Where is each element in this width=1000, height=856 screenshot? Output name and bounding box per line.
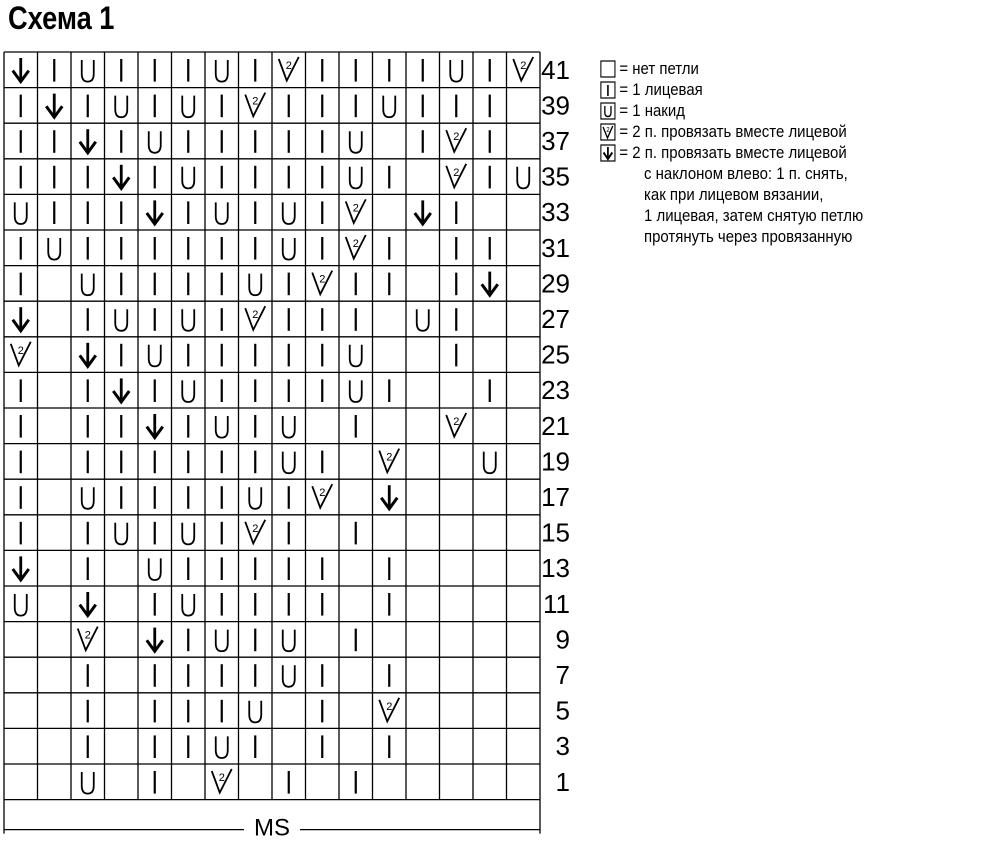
footer-label: MS bbox=[254, 814, 290, 842]
cell-k2tog bbox=[379, 449, 399, 473]
yarn-over-icon bbox=[600, 102, 616, 120]
cell-yarn-over bbox=[216, 630, 228, 652]
svg-text:2: 2 bbox=[352, 202, 359, 215]
cell-k2tog bbox=[312, 484, 332, 508]
k2tog-icon bbox=[600, 123, 616, 141]
cell-yarn-over bbox=[350, 167, 362, 189]
svg-text:2: 2 bbox=[453, 166, 460, 179]
cell-yarn-over bbox=[417, 309, 429, 331]
legend-item-ssk bbox=[600, 142, 943, 163]
legend-ssk-continuation-4 bbox=[600, 226, 943, 247]
legend bbox=[600, 58, 943, 247]
row-number: 5 bbox=[555, 695, 570, 726]
cell-yarn-over bbox=[115, 523, 127, 545]
legend-cont-line-4: протянуть через провязанную bbox=[644, 227, 853, 246]
row-number: 3 bbox=[555, 731, 570, 762]
cell-yarn-over bbox=[283, 452, 295, 474]
svg-text:2: 2 bbox=[252, 522, 259, 535]
cell-k2tog bbox=[245, 306, 265, 330]
cell-yarn-over bbox=[182, 167, 194, 189]
row-number: 23 bbox=[541, 375, 570, 406]
cell-yarn-over bbox=[82, 274, 94, 296]
cell-ssk bbox=[147, 628, 163, 652]
legend-cont-line-2: как при лицевом вязании, bbox=[644, 185, 824, 204]
svg-text:2: 2 bbox=[453, 416, 460, 428]
legend-item-knit bbox=[600, 79, 943, 100]
svg-text:2: 2 bbox=[285, 60, 292, 72]
cell-yarn-over bbox=[82, 772, 94, 794]
svg-text:2: 2 bbox=[252, 309, 259, 322]
cell-yarn-over bbox=[48, 238, 60, 260]
svg-text:2: 2 bbox=[218, 772, 225, 784]
cell-yarn-over bbox=[149, 558, 161, 580]
cell-yarn-over bbox=[484, 452, 496, 474]
cell-yarn-over bbox=[149, 131, 161, 153]
row-number: 7 bbox=[555, 660, 570, 690]
cell-yarn-over bbox=[517, 167, 529, 189]
cell-k2tog bbox=[212, 769, 232, 793]
no-stitch-icon bbox=[600, 60, 616, 78]
svg-text:2: 2 bbox=[319, 273, 326, 286]
cell-k2tog bbox=[446, 413, 466, 437]
row-numbers bbox=[541, 55, 570, 797]
row-number: 19 bbox=[541, 446, 570, 477]
cell-yarn-over bbox=[15, 594, 27, 616]
svg-text:2: 2 bbox=[386, 451, 393, 464]
cell-k2tog bbox=[513, 57, 533, 81]
cell-ssk bbox=[381, 485, 397, 509]
cell-k2tog bbox=[446, 128, 466, 152]
row-number: 39 bbox=[541, 90, 570, 121]
svg-text:2: 2 bbox=[386, 700, 393, 713]
cell-yarn-over bbox=[15, 202, 27, 224]
row-number: 1 bbox=[555, 766, 570, 797]
row-number: 25 bbox=[541, 339, 570, 370]
cell-yarn-over bbox=[249, 701, 261, 723]
cell-yarn-over bbox=[182, 96, 194, 118]
svg-text:2: 2 bbox=[17, 344, 24, 357]
row-number: 33 bbox=[541, 197, 570, 228]
cell-ssk bbox=[147, 414, 163, 438]
legend-text-yarn-over: = 1 накид bbox=[619, 101, 685, 120]
cell-k2tog bbox=[346, 235, 366, 259]
row-number: 35 bbox=[541, 161, 570, 192]
row-number: 15 bbox=[541, 517, 570, 548]
svg-text:2: 2 bbox=[252, 95, 259, 108]
cell-yarn-over bbox=[283, 630, 295, 652]
cell-ssk bbox=[13, 556, 29, 580]
cell-k2tog bbox=[346, 199, 366, 223]
cell-k2tog bbox=[312, 271, 332, 295]
cell-k2tog bbox=[379, 698, 399, 722]
cell-yarn-over bbox=[182, 594, 194, 616]
cell-yarn-over bbox=[249, 487, 261, 509]
cell-ssk bbox=[147, 200, 163, 224]
cell-yarn-over bbox=[216, 416, 228, 438]
cell-yarn-over bbox=[283, 202, 295, 224]
cell-yarn-over bbox=[283, 416, 295, 438]
legend-item-no-stitch bbox=[600, 58, 943, 79]
row-number: 21 bbox=[541, 410, 570, 441]
svg-text:2: 2 bbox=[352, 238, 359, 250]
legend-cont-line-1: с наклоном влево: 1 п. снять, bbox=[644, 164, 848, 183]
svg-text:2: 2 bbox=[84, 629, 91, 642]
chart-footer bbox=[4, 800, 540, 842]
cell-ssk bbox=[13, 58, 29, 82]
legend-text-no-stitch: = нет петли bbox=[619, 59, 699, 78]
svg-text:2: 2 bbox=[520, 60, 527, 72]
cell-ssk bbox=[80, 343, 96, 367]
legend-text-k2tog: = 2 п. провязать вместе лицевой bbox=[619, 122, 847, 141]
cell-yarn-over bbox=[182, 380, 194, 402]
ssk-icon bbox=[600, 144, 616, 162]
cell-ssk bbox=[482, 272, 498, 296]
cell-yarn-over bbox=[283, 665, 295, 687]
cell-ssk bbox=[415, 200, 431, 224]
cell-yarn-over bbox=[182, 309, 194, 331]
cell-ssk bbox=[13, 307, 29, 331]
cell-yarn-over bbox=[350, 345, 362, 367]
cell-k2tog bbox=[279, 57, 299, 81]
chart-title: Схема 1 bbox=[8, 0, 115, 36]
svg-text:2: 2 bbox=[453, 131, 460, 144]
cell-yarn-over bbox=[115, 96, 127, 118]
row-number: 29 bbox=[541, 268, 570, 299]
cell-yarn-over bbox=[149, 345, 161, 367]
cell-ssk bbox=[46, 94, 62, 118]
cell-yarn-over bbox=[115, 309, 127, 331]
cell-yarn-over bbox=[82, 60, 94, 82]
cell-yarn-over bbox=[82, 487, 94, 509]
row-number: 27 bbox=[541, 304, 570, 334]
row-number: 17 bbox=[541, 482, 570, 512]
cell-ssk bbox=[113, 378, 129, 402]
cell-ssk bbox=[113, 165, 129, 189]
cell-yarn-over bbox=[182, 523, 194, 545]
row-number: 37 bbox=[541, 126, 570, 156]
cell-yarn-over bbox=[249, 274, 261, 296]
row-number: 9 bbox=[555, 624, 570, 655]
cell-yarn-over bbox=[216, 60, 228, 82]
legend-ssk-continuation-1 bbox=[600, 163, 899, 184]
row-number: 11 bbox=[543, 588, 570, 619]
row-number: 41 bbox=[541, 54, 570, 85]
cell-yarn-over bbox=[216, 736, 228, 758]
legend-item-yarn-over bbox=[600, 100, 943, 121]
cell-k2tog bbox=[11, 342, 31, 366]
cell-yarn-over bbox=[216, 202, 228, 224]
legend-cont-line-3: 1 лицевая, затем снятую петлю bbox=[644, 206, 864, 225]
svg-text:2: 2 bbox=[319, 487, 326, 500]
knit-icon bbox=[600, 81, 616, 99]
cell-k2tog bbox=[245, 520, 265, 544]
cell-ssk bbox=[80, 592, 96, 616]
legend-text-knit: = 1 лицевая bbox=[619, 80, 703, 99]
cell-yarn-over bbox=[383, 96, 395, 118]
cell-yarn-over bbox=[350, 380, 362, 402]
cell-k2tog bbox=[245, 93, 265, 117]
legend-item-k2tog bbox=[600, 121, 943, 142]
legend-text-ssk: = 2 п. провязать вместе лицевой bbox=[619, 143, 847, 162]
cell-k2tog bbox=[446, 164, 466, 188]
cell-yarn-over bbox=[350, 131, 362, 153]
row-number: 13 bbox=[541, 553, 570, 584]
cell-k2tog bbox=[78, 627, 98, 651]
legend-ssk-continuation-2 bbox=[600, 184, 899, 205]
cell-yarn-over bbox=[450, 60, 462, 82]
row-number: 31 bbox=[541, 232, 570, 263]
svg-text:2: 2 bbox=[606, 126, 610, 134]
cell-yarn-over bbox=[283, 238, 295, 260]
legend-ssk-continuation-3 bbox=[600, 205, 943, 226]
cell-ssk bbox=[80, 129, 96, 153]
